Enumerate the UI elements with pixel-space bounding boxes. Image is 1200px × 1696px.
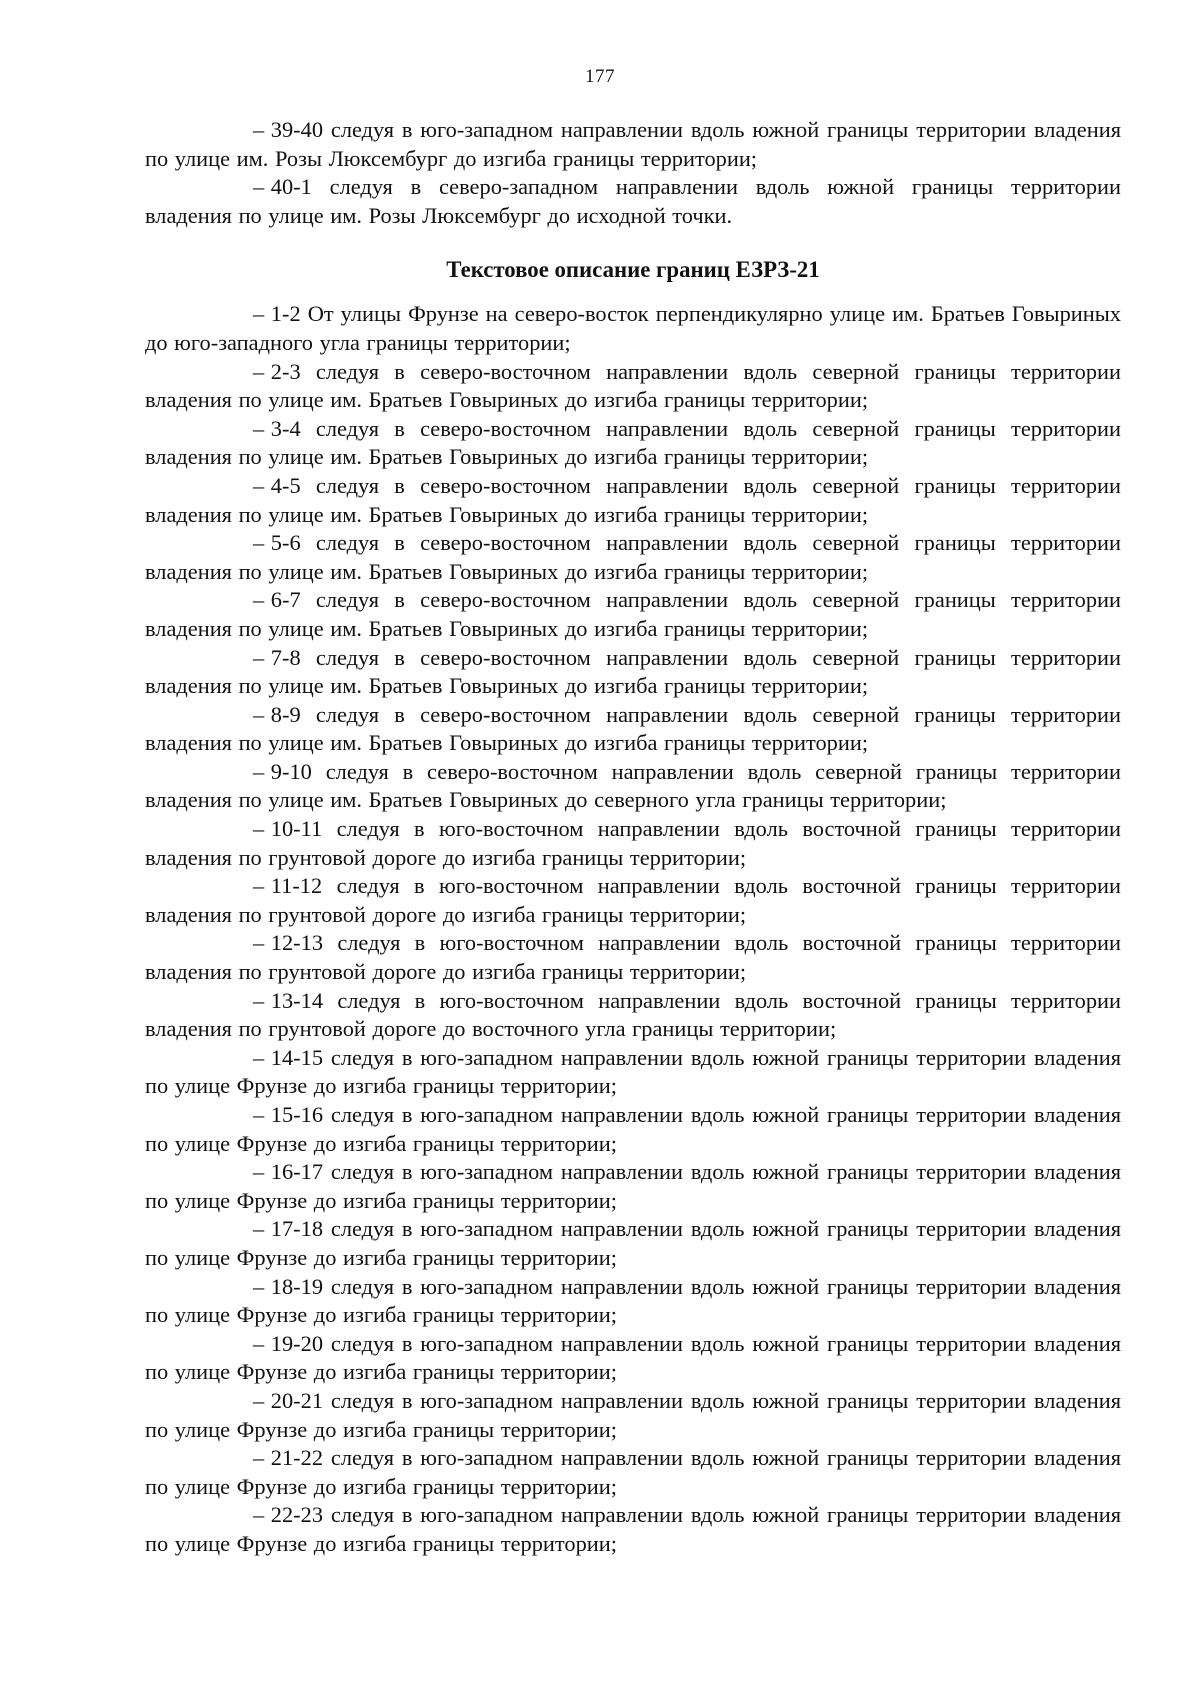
segment-range: – 10-11: [253, 816, 323, 842]
segment-range: – 5-6: [253, 530, 301, 556]
segment-range: – 15-16: [253, 1102, 324, 1127]
segment-range: – 7-8: [253, 644, 301, 670]
segment-range: – 13-14: [253, 987, 324, 1013]
segment-text: следуя в северо-восточном направлении вдоль северной границы территории владения по улице им. Братьев Говыриных до изгиба границы территории;: [145, 587, 1121, 641]
segment-text: следуя в северо-восточном направлении вдоль северной границы территории владения по улице им. Братьев Говыриных до изгиба границы территории;: [145, 644, 1121, 699]
boundary-segment-paragraph: [145, 116, 1121, 173]
segment-range: – 6-7: [253, 587, 301, 613]
segment-text: следуя в юго-восточном направлении вдоль восточной границы территории владения по грунтовой дороге до восточного угла границы территории;: [145, 987, 1121, 1042]
boundary-segment-paragraph: [145, 1215, 1121, 1272]
boundary-segment-paragraph: [145, 929, 1121, 986]
boundary-segment-paragraph: [145, 1501, 1121, 1558]
segment-range: – 3-4: [253, 415, 301, 441]
segment-text: следуя в юго-восточном направлении вдоль восточной границы территории владения по грунтовой дороге до изгиба границы территории;: [145, 816, 1121, 870]
boundary-items-list: [145, 300, 1121, 1558]
segment-range: – 20-21: [253, 1387, 324, 1413]
boundary-segment-paragraph: [145, 987, 1121, 1044]
boundary-segment-paragraph: [145, 173, 1121, 230]
segment-range: – 2-3: [253, 358, 301, 384]
segment-text: следуя в юго-западном направлении вдоль южной границы территории владения по улице Фрунзе до изгиба границы территории;: [145, 1445, 1121, 1499]
segment-range: – 9-10: [253, 758, 312, 784]
segment-text: следуя в юго-западном направлении вдоль южной границы территории владения по улице им. Розы Люксембург до изгиба границы территории;: [145, 117, 1121, 171]
boundary-segment-paragraph: [145, 1330, 1121, 1387]
boundary-segment-paragraph: [145, 300, 1121, 357]
intro-list: [145, 116, 1121, 230]
segment-range: – 14-15: [253, 1044, 324, 1070]
segment-range: – 1-2: [253, 301, 301, 327]
segment-range: – 22-23: [253, 1502, 324, 1528]
segment-text: От улицы Фрунзе на северо-восток перпендикулярно улице им. Братьев Говыриных до юго-западного угла границы территории;: [145, 301, 1121, 355]
boundary-segment-paragraph: [145, 758, 1121, 815]
segment-text: следуя в северо-восточном направлении вдоль северной границы территории владения по улице им. Братьев Говыриных до изгиба границы территории;: [145, 701, 1121, 756]
segment-range: – 19-20: [253, 1330, 324, 1356]
segment-range: – 4-5: [253, 472, 301, 498]
boundary-segment-paragraph: [145, 644, 1121, 701]
boundary-segment-paragraph: [145, 1387, 1121, 1444]
segment-text: следуя в юго-западном направлении вдоль южной границы территории владения по улице Фрунзе до изгиба границы территории;: [145, 1102, 1121, 1156]
segment-range: – 11-12: [253, 873, 323, 899]
boundary-segment-paragraph: [145, 815, 1121, 872]
boundary-segment-paragraph: [145, 1044, 1121, 1101]
document-content: [145, 116, 1121, 1559]
boundary-segment-paragraph: [145, 701, 1121, 758]
segment-text: следуя в юго-восточном направлении вдоль восточной границы территории владения по грунтовой дороге до изгиба границы территории;: [145, 873, 1121, 927]
segment-range: – 16-17: [253, 1159, 324, 1185]
segment-text: следуя в северо-западном направлении вдоль южной границы территории владения по улице им. Розы Люксембург до исходной точки.: [145, 174, 1121, 228]
boundary-segment-paragraph: [145, 1101, 1121, 1158]
segment-text: следуя в юго-западном направлении вдоль южной границы территории владения по улице Фрунзе до изгиба границы территории;: [145, 1387, 1121, 1442]
segment-range: – 40-1: [253, 174, 312, 200]
segment-range: – 39-40: [253, 117, 324, 142]
boundary-segment-paragraph: [145, 529, 1121, 586]
segment-text: следуя в северо-восточном направлении вдоль северной границы территории владения по улице им. Братьев Говыриных до изгиба границы территории;: [145, 472, 1121, 527]
segment-text: следуя в юго-западном направлении вдоль южной границы территории владения по улице Фрунзе до изгиба границы территории;: [145, 1159, 1121, 1213]
segment-text: следуя в северо-восточном направлении вдоль северной границы территории владения по улице им. Братьев Говыриных до изгиба границы территории;: [145, 530, 1121, 584]
segment-text: следуя в юго-западном направлении вдоль южной границы территории владения по улице Фрунзе до изгиба границы территории;: [145, 1330, 1121, 1385]
segment-text: следуя в юго-восточном направлении вдоль восточной границы территории владения по грунтовой дороге до изгиба границы территории;: [145, 930, 1121, 985]
boundary-segment-paragraph: [145, 472, 1121, 529]
segment-range: – 17-18: [253, 1216, 324, 1242]
segment-text: следуя в юго-западном направлении вдоль южной границы территории владения по улице Фрунзе до изгиба границы территории;: [145, 1044, 1121, 1099]
boundary-segment-paragraph: [145, 1444, 1121, 1501]
boundary-segment-paragraph: [145, 358, 1121, 415]
boundary-segment-paragraph: [145, 586, 1121, 643]
segment-range: – 21-22: [253, 1445, 324, 1471]
section-title: Текстовое описание границ ЕЗРЗ-21: [446, 257, 820, 283]
segment-text: следуя в северо-восточном направлении вдоль северной границы территории владения по улице им. Братьев Говыриных до изгиба границы территории;: [145, 415, 1121, 470]
boundary-segment-paragraph: [145, 872, 1121, 929]
segment-text: следуя в северо-восточном направлении вдоль северной границы территории владения по улице им. Братьев Говыриных до изгиба границы территории;: [145, 358, 1121, 413]
segment-text: следуя в юго-западном направлении вдоль южной границы территории владения по улице Фрунзе до изгиба границы территории;: [145, 1273, 1121, 1328]
boundary-segment-paragraph: [145, 415, 1121, 472]
segment-text: следуя в юго-западном направлении вдоль южной границы территории владения по улице Фрунзе до изгиба границы территории;: [145, 1216, 1121, 1270]
page-number: 177: [585, 66, 615, 87]
segment-range: – 8-9: [253, 701, 301, 727]
segment-text: следуя в юго-западном направлении вдоль южной границы территории владения по улице Фрунзе до изгиба границы территории;: [145, 1502, 1121, 1556]
boundary-segment-paragraph: [145, 1273, 1121, 1330]
segment-range: – 18-19: [253, 1273, 324, 1299]
segment-range: – 12-13: [253, 930, 324, 956]
segment-text: следуя в северо-восточном направлении вдоль северной границы территории владения по улице им. Братьев Говыриных до северного угла границы территории;: [145, 758, 1121, 813]
boundary-segment-paragraph: [145, 1158, 1121, 1215]
